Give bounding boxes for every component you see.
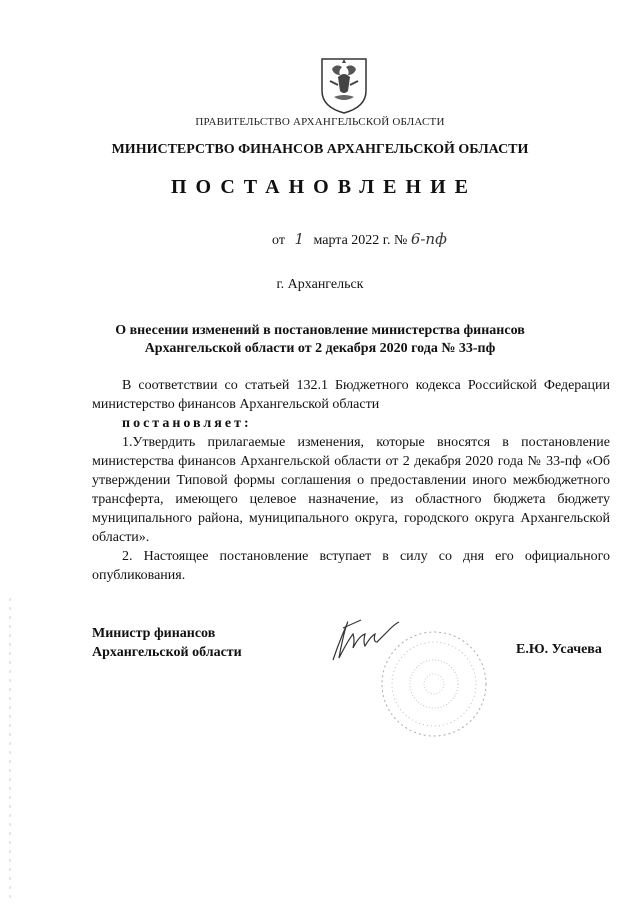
subject-line-2: Архангельской области от 2 декабря 2020 года № 33-пф [144, 341, 496, 356]
body-resolves: постановляет: [122, 416, 252, 431]
city-line: г. Архангельск [276, 277, 364, 292]
coat-of-arms-icon [318, 55, 370, 115]
signatory-title-line-1: Министр финансов [92, 626, 216, 641]
document-number-handwritten: 6-пф [410, 230, 447, 248]
date-day-handwritten: 1 [294, 230, 304, 248]
subject-line-1: О внесении изменений в постановление министерства финансов [115, 323, 525, 338]
government-header: ПРАВИТЕЛЬСТВО АРХАНГЕЛЬСКОЙ ОБЛАСТИ [195, 116, 445, 128]
signatory-title [92, 624, 242, 662]
body-intro: В соответствии со статьей 132.1 Бюджетного кодекса Российской Федерации министерство финансов Архангельской области [92, 378, 610, 412]
date-month-year: марта 2022 г. № [313, 233, 408, 248]
handwritten-signature [325, 612, 415, 667]
body-item-1: 1.Утвердить прилагаемые изменения, которые вносятся в постановление министерства финансов Архангельской области от 2 декабря 2020 года № 33-пф «Об утверждении Типовой формы соглашения о предоставлении иного межбюджетного трансферта, имеющего целевое назначение, из областного бюджета бюджету муниципального района, муниципального округа, городского округа Архангельской области». [92, 435, 610, 545]
document-subject [0, 322, 640, 358]
document-date-line [272, 230, 447, 249]
document-type-title: ПОСТАНОВЛЕНИЕ [171, 176, 477, 198]
date-prefix: от [272, 233, 285, 248]
ministry-name: МИНИСТЕРСТВО ФИНАНСОВ АРХАНГЕЛЬСКОЙ ОБЛАСТИ [111, 142, 529, 157]
body-item-2: 2. Настоящее постановление вступает в силу со дня его официального опубликования. [92, 549, 610, 583]
document-body [92, 376, 610, 585]
scan-margin-artifact [8, 598, 12, 898]
signatory-name: Е.Ю. Усачева [516, 642, 602, 657]
signatory-title-line-2: Архангельской области [92, 645, 242, 660]
